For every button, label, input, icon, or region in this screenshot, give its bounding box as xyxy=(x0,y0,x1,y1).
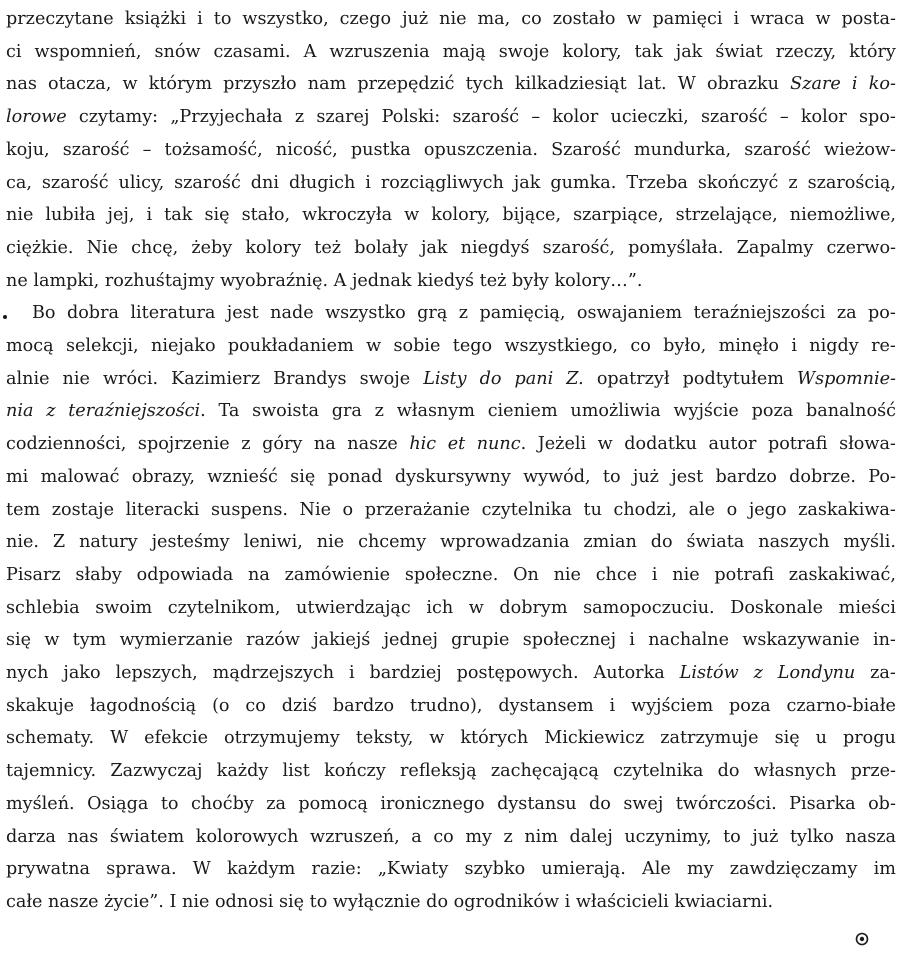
text-line: się w tym wymierzanie razów jakiejś jednej grupie społecznej i nachalne wskazywanie in- xyxy=(6,630,896,651)
paragraph-bullet xyxy=(3,315,7,319)
text-line: Bo dobra literatura jest nade wszystko grą z pamięcią, oswajaniem teraźniejszości za po- xyxy=(32,303,896,324)
text-line: przeczytane książki i to wszystko, czego już nie ma, co zostało w pamięci i wraca w posta- xyxy=(6,9,896,29)
text-line: ci wspomnień, snów czasami. A wzruszenia mają swoje kolory, tak jak świat rzeczy, który xyxy=(6,41,896,62)
text-line: mocą selekcji, niejako poukładaniem w sobie tego wszystkiego, co było, minęło i nigdy re- xyxy=(6,336,896,356)
text-line: nie. Z natury jesteśmy leniwi, nie chcemy wprowadzania zmian do świata naszych myśli. xyxy=(6,532,896,553)
text-line: Pisarz słaby odpowiada na zamówienie społeczne. On nie chce i nie potrafi zaskakiwać, xyxy=(6,564,896,585)
text-line: mi malować obrazy, wznieść się ponad dyskursywny wywód, to już jest bardzo dobrze. Po- xyxy=(6,466,896,487)
text-line: schlebia swoim czytelnikom, utwierdzając ich w dobrym samopoczuciu. Doskonale mieści xyxy=(6,597,896,618)
text-line: alnie nie wróci. Kazimierz Brandys swoje Listy do pani Z. opatrzył podtytułem Wspomnie- xyxy=(6,368,896,389)
text-line: skakuje łagodnością (o co dziś bardzo trudno), dystansem i wyjściem poza czarno-białe xyxy=(6,695,896,716)
text-line: darza nas światem kolorowych wzruszeń, a co my z nim dalej uczynimy, to już tylko nasza xyxy=(6,826,896,847)
text-line: nych jako lepszych, mądrzejszych i bardziej postępowych. Autorka Listów z Londynu za- xyxy=(6,663,896,683)
text-line: ca, szarość ulicy, szarość dni długich i rozciągliwych jak gumka. Trzeba skończyć z szarością, xyxy=(6,172,896,193)
text-line: ciężkie. Nie chcę, żeby kolory też bolały jak niegdyś szarość, pomyślała. Zapalmy czerwo- xyxy=(6,237,896,258)
text-line: nia z teraźniejszości. Ta swoista gra z własnym cieniem umożliwia wyjście poza banalność xyxy=(6,401,896,422)
text-line: tajemnicy. Zazwyczaj każdy list kończy refleksją zachęcającą czytelnika do własnych prze- xyxy=(6,761,896,782)
text-line: tem zostaje literacki suspens. Nie o przerażanie czytelnika tu chodzi, ale o jego zaskakiwa- xyxy=(6,499,896,520)
text-line: całe nasze życie”. I nie odnosi się to wyłącznie do ogrodników i właścicieli kwiaciarni. xyxy=(6,891,774,912)
text-line: lorowe czytamy: „Przyjechała z szarej Polski: szarość – kolor ucieczki, szarość – kolor spo- xyxy=(6,107,896,128)
text-line: myśleń. Osiąga to choćby za pomocą ironicznego dystansu do swej twórczości. Pisarka ob- xyxy=(6,793,896,814)
text-line: koju, szarość – tożsamość, nicość, pustka opuszczenia. Szarość mundurka, szarość wieżow- xyxy=(6,139,896,160)
text-line: prywatna sprawa. W każdym razie: „Kwiaty szybko umierają. Ale my zawdzięczamy im xyxy=(6,859,896,880)
text-line: nas otacza, w którym przyszło nam przepędzić tych kilkadziesiąt lat. W obrazku Szare i ko- xyxy=(6,74,896,95)
end-of-article-circle-icon xyxy=(855,932,869,946)
text-line: codzienności, spojrzenie z góry na nasze hic et nunc. Jeżeli w dodatku autor potrafi słowa- xyxy=(6,434,896,455)
text-line: nie lubiła jej, i tak się stało, wkroczyła w kolory, bijące, szarpiące, strzelające, niemożliwe, xyxy=(6,205,896,226)
text-line: schematy. W efekcie otrzymujemy teksty, w których Mickiewicz zatrzymuje się u progu xyxy=(6,728,896,749)
text-line: ne lampki, rozhuśtajmy wyobraźnię. A jednak kiedyś też były kolory…”. xyxy=(6,270,643,291)
